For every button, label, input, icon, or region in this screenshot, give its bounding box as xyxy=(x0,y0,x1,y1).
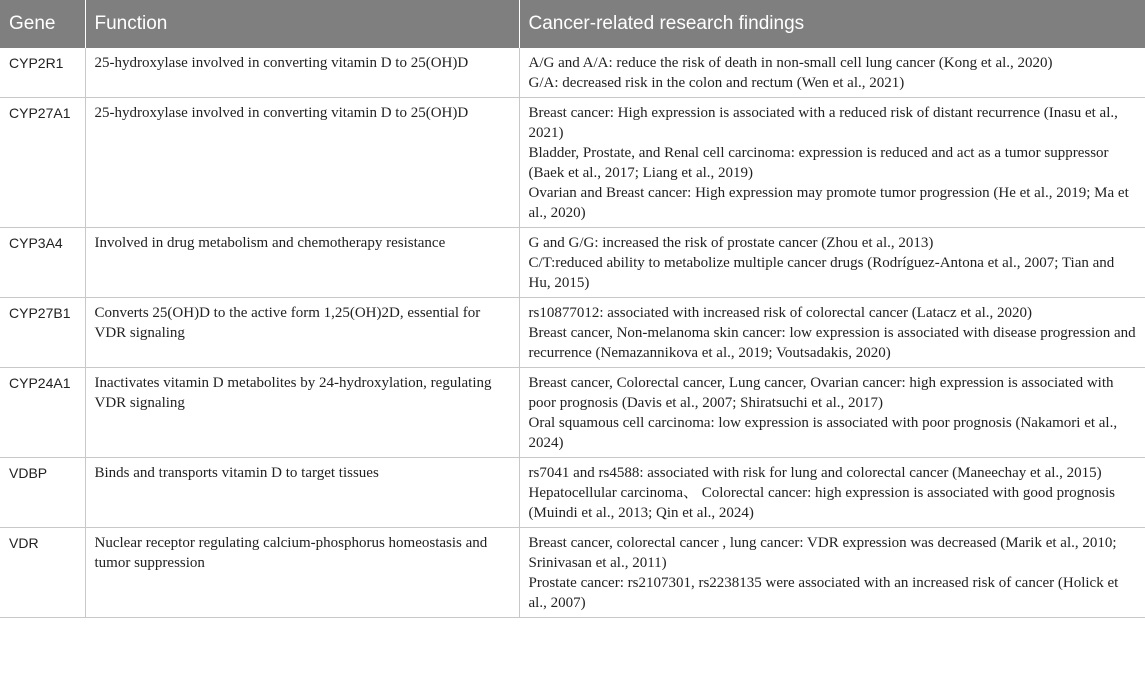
table-row xyxy=(0,368,1145,458)
finding-text: Hepatocellular carcinoma、 Colorectal cancer: high expression is associated with good prognosis (Muindi et al., 2013; Qin et al., 2024) xyxy=(528,485,1115,521)
findings-cell xyxy=(519,98,1145,228)
findings-cell xyxy=(519,368,1145,458)
finding-text: Breast cancer, Non-melanoma skin cancer: low expression is associated with disease progression and recurrence (Nemazannikova et al., 2019; Voutsadakis, 2020) xyxy=(528,325,1136,361)
gene-cell: CYP24A1 xyxy=(0,368,85,458)
findings-cell xyxy=(519,228,1145,298)
finding-text: Breast cancer, Colorectal cancer, Lung cancer, Ovarian cancer: high expression is associated with poor prognosis (Davis et al., 2007; Shiratsuchi et al., 2017) xyxy=(528,375,1114,411)
finding-text: Ovarian and Breast cancer: High expression may promote tumor progression (He et al., 2019; Ma et al., 2020) xyxy=(528,185,1129,221)
gene-cell: CYP27B1 xyxy=(0,298,85,368)
finding-text: Breast cancer, colorectal cancer , lung cancer: VDR expression was decreased (Marik et al., 2010; Srinivasan et al., 2011) xyxy=(528,535,1117,571)
table-row xyxy=(0,228,1145,298)
table-row xyxy=(0,48,1145,98)
function-cell: Nuclear receptor regulating calcium-phosphorus homeostasis and tumor suppression xyxy=(85,528,519,618)
finding-text: G/A: decreased risk in the colon and rectum (Wen et al., 2021) xyxy=(528,75,905,91)
finding-text: A/G and A/A: reduce the risk of death in non-small cell lung cancer (Kong et al., 2020) xyxy=(528,55,1053,71)
finding-text: C/T:reduced ability to metabolize multiple cancer drugs (Rodríguez-Antona et al., 2007; Tian and Hu, 2015) xyxy=(528,255,1115,291)
finding-text: Breast cancer: High expression is associated with a reduced risk of distant recurrence (Inasu et al., 2021) xyxy=(528,105,1118,141)
table-row xyxy=(0,528,1145,618)
findings-cell xyxy=(519,458,1145,528)
header-gene: Gene xyxy=(0,0,85,48)
finding-text: rs7041 and rs4588: associated with risk for lung and colorectal cancer (Maneechay et al., 2015) xyxy=(528,465,1102,481)
finding-text: rs10877012: associated with increased risk of colorectal cancer (Latacz et al., 2020) xyxy=(528,305,1033,321)
table-row xyxy=(0,98,1145,228)
finding-text: Prostate cancer: rs2107301, rs2238135 were associated with an increased risk of cancer (Holick et al., 2007) xyxy=(528,575,1119,611)
finding-text: Oral squamous cell carcinoma: low expression is associated with poor prognosis (Nakamori et al., 2024) xyxy=(528,415,1118,451)
header-findings: Cancer-related research findings xyxy=(519,0,1145,48)
function-cell: 25-hydroxylase involved in converting vitamin D to 25(OH)D xyxy=(85,98,519,228)
function-cell: Binds and transports vitamin D to target tissues xyxy=(85,458,519,528)
findings-cell xyxy=(519,298,1145,368)
gene-cell: CYP3A4 xyxy=(0,228,85,298)
gene-cell: CYP27A1 xyxy=(0,98,85,228)
finding-text: G and G/G: increased the risk of prostate cancer (Zhou et al., 2013) xyxy=(528,235,934,251)
table-row xyxy=(0,458,1145,528)
function-cell: Inactivates vitamin D metabolites by 24-hydroxylation, regulating VDR signaling xyxy=(85,368,519,458)
finding-text: Bladder, Prostate, and Renal cell carcinoma: expression is reduced and act as a tumor suppressor (Baek et al., 2017; Liang et al., 2019) xyxy=(528,145,1109,181)
gene-cell: CYP2R1 xyxy=(0,48,85,98)
findings-cell xyxy=(519,48,1145,98)
findings-cell xyxy=(519,528,1145,618)
gene-cell: VDBP xyxy=(0,458,85,528)
gene-cell: VDR xyxy=(0,528,85,618)
function-cell: 25-hydroxylase involved in converting vitamin D to 25(OH)D xyxy=(85,48,519,98)
function-cell: Converts 25(OH)D to the active form 1,25(OH)2D, essential for VDR signaling xyxy=(85,298,519,368)
header-function: Function xyxy=(85,0,519,48)
function-cell: Involved in drug metabolism and chemotherapy resistance xyxy=(85,228,519,298)
table-row xyxy=(0,298,1145,368)
header-row xyxy=(0,0,1145,48)
